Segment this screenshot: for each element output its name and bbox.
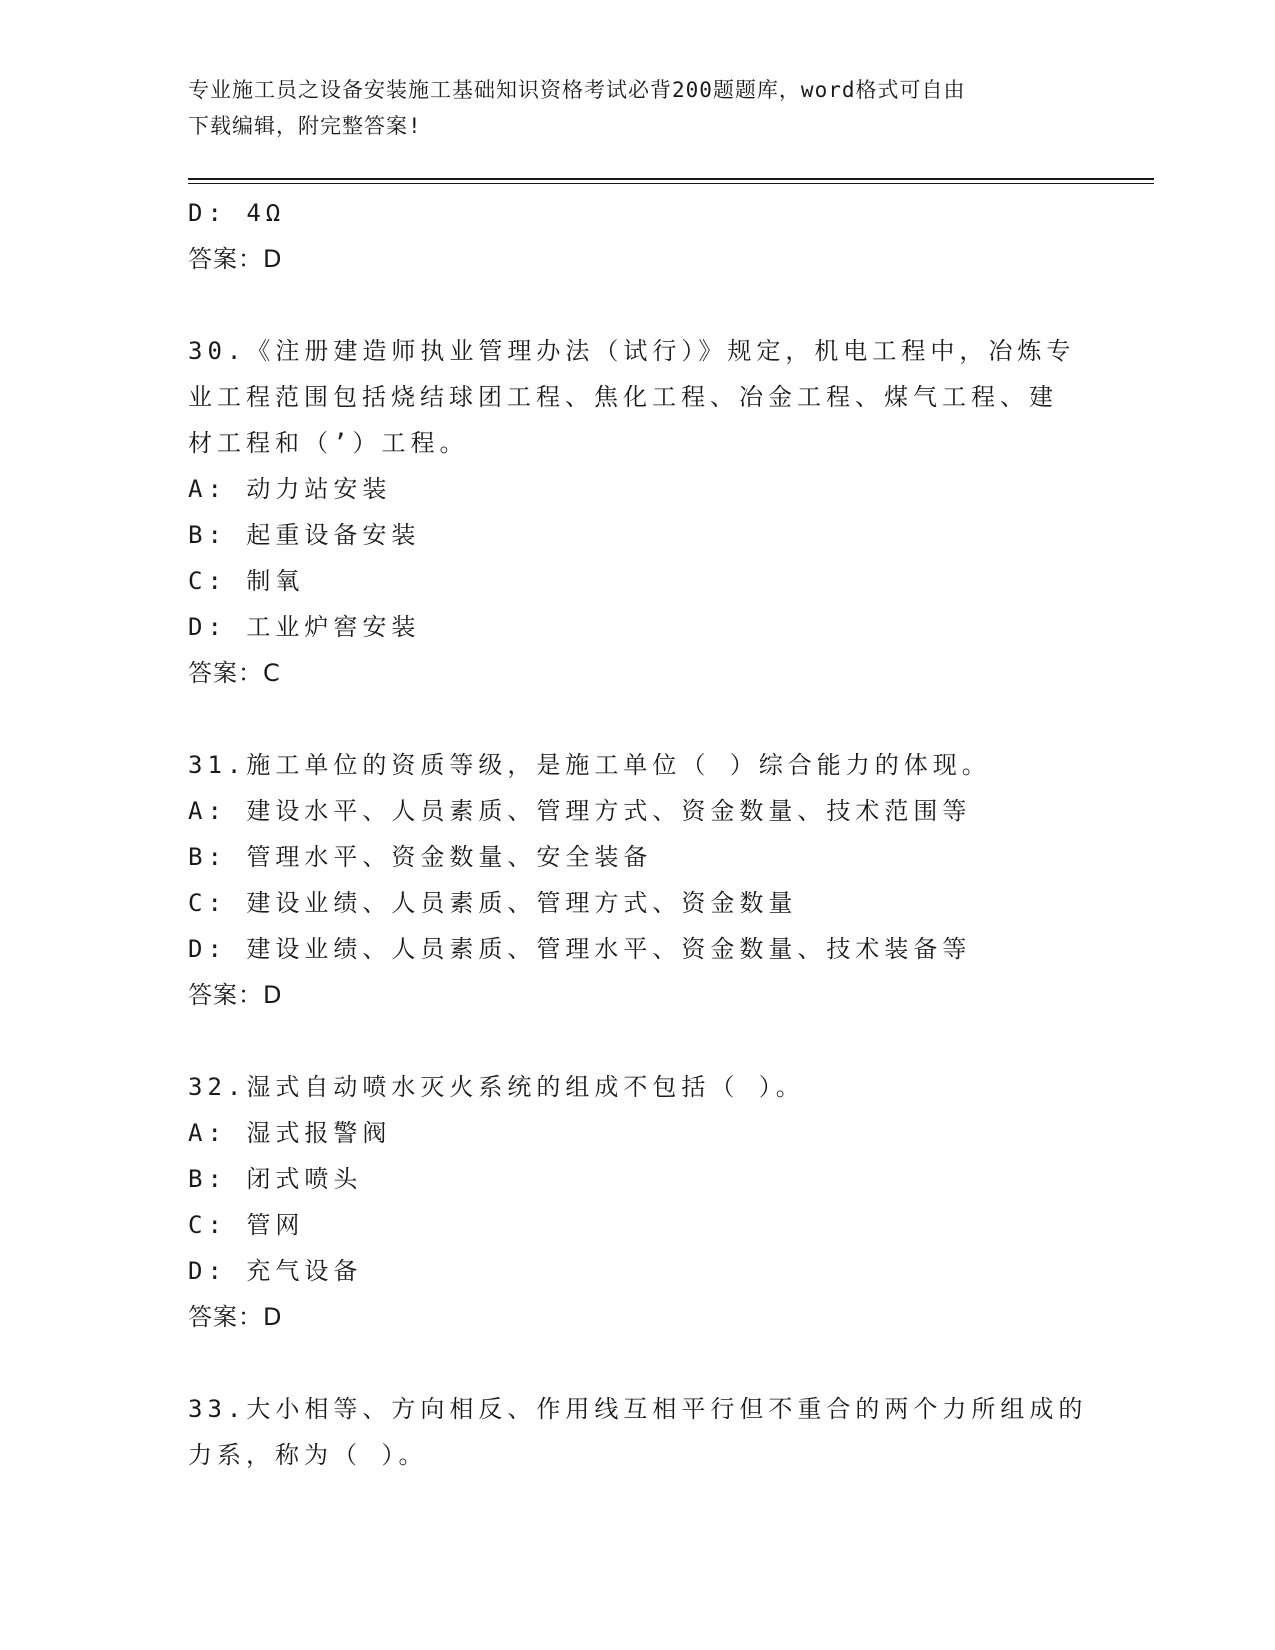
question-text-line: 31.施工单位的资质等级，是施工单位（ ）综合能力的体现。 bbox=[188, 751, 991, 779]
option-c: C: 管网 bbox=[188, 1211, 305, 1239]
question-text-line: 32.湿式自动喷水灭火系统的组成不包括（ ）。 bbox=[188, 1073, 805, 1101]
option-a: A: 湿式报警阀 bbox=[188, 1119, 392, 1147]
document-body bbox=[188, 190, 1088, 1478]
header-divider-thin bbox=[188, 183, 1154, 184]
header-line-2: 下载编辑，附完整答案! bbox=[188, 114, 422, 138]
option-d: D: 充气设备 bbox=[188, 1257, 363, 1285]
option-d: D: 工业炉窖安装 bbox=[188, 613, 421, 641]
option-d: D: 4Ω bbox=[188, 199, 286, 227]
question-31 bbox=[188, 742, 1088, 1018]
header-line-1: 专业施工员之设备安装施工基础知识资格考试必背200题题库，word格式可自由 bbox=[188, 78, 966, 102]
question-30 bbox=[188, 328, 1088, 696]
question-text-line: 业工程范围包括烧结球团工程、焦化工程、冶金工程、煤气工程、建 bbox=[188, 383, 1058, 411]
option-c: C: 制氧 bbox=[188, 567, 305, 595]
option-b: B: 起重设备安装 bbox=[188, 521, 421, 549]
answer: 答案：D bbox=[188, 981, 283, 1009]
answer: 答案：D bbox=[188, 1303, 283, 1331]
option-a: A: 动力站安装 bbox=[188, 475, 392, 503]
header-divider-thick bbox=[188, 178, 1154, 180]
option-b: B: 闭式喷头 bbox=[188, 1165, 363, 1193]
question-32 bbox=[188, 1064, 1088, 1340]
option-b: B: 管理水平、资金数量、安全装备 bbox=[188, 843, 653, 871]
option-c: C: 建设业绩、人员素质、管理方式、资金数量 bbox=[188, 889, 798, 917]
option-d: D: 建设业绩、人员素质、管理水平、资金数量、技术装备等 bbox=[188, 935, 972, 963]
question-text-line: 材工程和（’）工程。 bbox=[188, 429, 469, 457]
option-a: A: 建设水平、人员素质、管理方式、资金数量、技术范围等 bbox=[188, 797, 972, 825]
answer: 答案：D bbox=[188, 245, 283, 273]
question-29-tail bbox=[188, 190, 1088, 282]
question-text-line: 30.《注册建造师执业管理办法（试行）》规定，机电工程中，冶炼专 bbox=[188, 337, 1076, 365]
page-header bbox=[188, 72, 1068, 144]
question-text-line: 力系，称为（ ）。 bbox=[188, 1441, 428, 1469]
question-33 bbox=[188, 1386, 1088, 1478]
question-text-line: 33.大小相等、方向相反、作用线互相平行但不重合的两个力所组成的 bbox=[188, 1395, 1088, 1423]
answer: 答案：C bbox=[188, 659, 281, 687]
